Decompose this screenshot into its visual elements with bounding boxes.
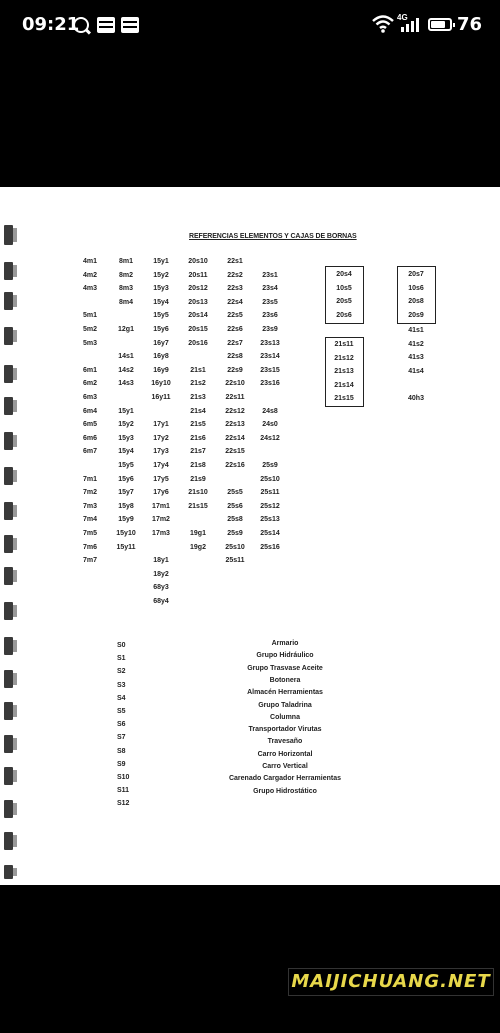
legend-code: S9 [117, 760, 126, 768]
document-page [0, 187, 500, 885]
reference-code: 25s9 [227, 530, 243, 537]
reference-code: 22s11 [225, 394, 245, 401]
reference-code: 41s2 [408, 340, 424, 348]
legend-description: Carro Horizontal [257, 750, 313, 758]
box-group-b-code: 21s12 [334, 354, 354, 362]
reference-code: 41s3 [408, 354, 424, 362]
box-group-b-code: 21s14 [334, 381, 354, 389]
legend-description: Grupo Trasvase Aceite [247, 664, 323, 672]
box-group-b-code: 21s13 [334, 368, 354, 376]
reference-code: 15y4 [118, 448, 134, 456]
reference-code: 25s10 [260, 475, 280, 483]
legend-description: Carro Vertical [262, 763, 308, 770]
reference-code: 8m1 [118, 258, 134, 265]
reference-code: 25s14 [260, 530, 280, 537]
reference-code: 12g1 [118, 326, 134, 333]
reference-code: 22s6 [227, 326, 243, 333]
reference-code: 25s11 [260, 489, 280, 497]
reference-code: 20s10 [188, 258, 208, 265]
reference-code: 15y2 [153, 271, 169, 279]
reference-code: 6m4 [82, 407, 98, 415]
reference-code: 20s12 [188, 285, 208, 293]
reference-code: 15y5 [118, 462, 134, 469]
reference-code: 14s1 [118, 353, 134, 361]
reference-code: 17y5 [153, 475, 169, 483]
search-notification-icon [73, 17, 89, 33]
reference-code: 24s8 [262, 407, 278, 415]
box-group-c-code: 10s6 [408, 284, 424, 292]
reference-code: 6m6 [82, 434, 98, 442]
reference-code: 4m1 [82, 258, 98, 265]
legend-description: Armario [271, 640, 299, 647]
legend-description: Columna [270, 713, 300, 721]
reference-code: 6m5 [82, 421, 98, 429]
legend-code: S5 [117, 708, 126, 715]
reference-code: 6m2 [82, 380, 98, 388]
reference-code: 22s5 [227, 312, 243, 320]
reference-code: 8m2 [118, 271, 134, 279]
reference-code: 25s6 [227, 502, 243, 510]
legend-code: S3 [117, 681, 126, 689]
reference-code: 4m2 [82, 271, 98, 279]
legend-code: S12 [117, 800, 130, 808]
legend-code: S7 [117, 734, 126, 742]
legend-description: Transportador Virutas [248, 726, 322, 734]
binder-ring [4, 535, 13, 553]
legend-code: S8 [117, 747, 126, 755]
reference-code: 4m3 [82, 285, 98, 293]
reference-code: 5m2 [82, 326, 98, 333]
reference-code: 6m3 [82, 394, 98, 401]
box-group-a-code: 10s5 [336, 284, 352, 292]
reference-code: 22s2 [227, 271, 243, 279]
box-group-a-code: 20s6 [336, 311, 352, 319]
reference-code: 24s12 [260, 434, 280, 442]
reference-code: 17m3 [152, 530, 170, 537]
reference-code: 17m1 [152, 502, 170, 510]
reference-code: 21s3 [190, 394, 206, 401]
reference-code: 17y2 [153, 434, 169, 442]
reference-code: 7m4 [82, 516, 98, 524]
reference-code: 17m2 [152, 516, 170, 524]
reference-code: 20s14 [188, 312, 208, 320]
reference-code: 7m1 [82, 475, 98, 483]
reference-code: 15y3 [118, 434, 134, 442]
box-group-a-code: 20s5 [336, 298, 352, 306]
reference-code: 19g2 [190, 543, 206, 551]
legend-description: Grupo Hidrostático [253, 787, 317, 795]
reference-code: 15y6 [153, 326, 169, 333]
watermark [288, 968, 494, 996]
reference-code: 22s4 [227, 298, 243, 306]
reference-code: 22s7 [227, 339, 243, 347]
legend-code: S0 [117, 642, 126, 649]
battery-level: 76 [457, 14, 483, 35]
reference-code: 7m2 [82, 489, 98, 497]
reference-code: 22s9 [227, 366, 243, 374]
reference-code: 19g1 [190, 530, 206, 537]
reference-code: 15y5 [153, 312, 169, 320]
binder-ring [4, 602, 13, 620]
box-group-c-code: 20s9 [408, 311, 424, 319]
reference-code: 15y1 [118, 407, 134, 415]
reference-code: 25s10 [225, 543, 245, 551]
reference-code: 15y9 [118, 516, 134, 524]
legend-code: S4 [117, 694, 126, 702]
reference-code: 16y8 [153, 353, 169, 361]
reference-code: 25s5 [227, 489, 243, 497]
reference-code: 25s11 [225, 557, 245, 565]
reference-code: 21s1 [190, 366, 206, 374]
reference-code: 25s16 [260, 543, 280, 551]
box-group-a [325, 266, 364, 324]
clock: 09:21 [22, 14, 80, 35]
binder-ring [4, 767, 13, 785]
reference-code: 7m6 [82, 543, 98, 551]
reference-code: 22s8 [227, 353, 243, 361]
reference-code: 23s9 [262, 326, 278, 333]
reference-code: 17y1 [153, 421, 169, 429]
binder-ring [4, 637, 13, 655]
legend-code: S11 [117, 787, 130, 795]
reference-code: 6m7 [82, 448, 98, 456]
app-notification-icon-2 [121, 17, 139, 33]
reference-code: 8m3 [118, 285, 134, 293]
status-bar [0, 0, 500, 50]
reference-code: 16y7 [153, 339, 169, 347]
reference-code: 17y6 [153, 489, 169, 497]
reference-code: 15y7 [118, 489, 134, 497]
binder-ring [4, 832, 13, 850]
legend-description: Carenado Cargador Herramientas [228, 775, 342, 783]
reference-code: 24s0 [262, 421, 278, 429]
reference-code: 21s6 [190, 434, 206, 442]
reference-code: 21s15 [188, 502, 208, 510]
reference-code: 21s7 [190, 448, 206, 456]
reference-code: 22s12 [225, 407, 245, 415]
legend-description: Grupo Hidráulico [256, 652, 314, 660]
legend-code: S2 [117, 668, 126, 676]
binder-ring [4, 702, 13, 720]
binder-ring [4, 735, 13, 753]
reference-code: 5m1 [82, 312, 98, 320]
reference-code: 21s5 [190, 421, 206, 429]
reference-code: 21s4 [190, 407, 206, 415]
binder-ring [4, 327, 13, 345]
reference-code: 8m4 [118, 298, 134, 306]
reference-code: 23s16 [260, 380, 280, 388]
binder-ring [4, 800, 13, 818]
reference-code: 15y6 [118, 475, 134, 483]
reference-code: 15y8 [118, 502, 134, 510]
reference-code: 23s13 [260, 339, 280, 347]
reference-code: 17y4 [153, 462, 169, 469]
reference-code: 22s1 [227, 258, 243, 265]
reference-code: 41s1 [408, 327, 424, 334]
reference-code: 40h3 [408, 395, 424, 402]
wifi-icon [372, 15, 394, 33]
binder-ring [4, 502, 13, 520]
binder-ring [4, 567, 13, 585]
reference-code: 22s15 [225, 448, 245, 456]
box-group-c-code: 20s8 [408, 298, 424, 306]
reference-code: 15y2 [118, 421, 134, 429]
reference-code: 18y2 [153, 570, 169, 578]
reference-code: 20s15 [188, 326, 208, 333]
app-notification-icon [97, 17, 115, 33]
binder-ring [4, 292, 13, 310]
reference-code: 7m3 [82, 502, 98, 510]
reference-code: 16y10 [151, 380, 171, 388]
reference-code: 22s3 [227, 285, 243, 293]
reference-code: 23s1 [262, 271, 278, 279]
reference-code: 22s10 [225, 380, 245, 388]
reference-code: 25s9 [262, 462, 278, 469]
reference-code: 7m5 [82, 530, 98, 537]
legend-description: Grupo Taladrina [258, 701, 312, 709]
reference-code: 15y3 [153, 285, 169, 293]
legend-description: Travesaño [267, 738, 303, 746]
reference-code: 15y11 [116, 543, 136, 551]
box-group-a-code: 20s4 [336, 271, 352, 278]
network-type: 4G [397, 13, 408, 22]
reference-code: 14s3 [118, 380, 134, 388]
reference-code: 25s8 [227, 516, 243, 524]
battery-icon [428, 18, 452, 31]
reference-code: 14s2 [118, 366, 134, 374]
box-group-c [397, 266, 436, 324]
binder-ring [4, 432, 13, 450]
signal-icon [399, 18, 421, 32]
reference-code: 7m7 [82, 557, 98, 565]
legend-description: Almacén Herramientas [247, 689, 323, 697]
reference-code: 15y1 [153, 258, 169, 265]
legend-code: S10 [117, 774, 130, 781]
reference-code: 16y9 [153, 366, 169, 374]
reference-code: 23s14 [260, 353, 280, 361]
box-group-b [325, 337, 364, 407]
reference-code: 21s10 [188, 489, 208, 497]
reference-code: 20s13 [188, 298, 208, 306]
reference-code: 68y4 [153, 598, 169, 605]
reference-code: 20s16 [188, 339, 208, 347]
reference-code: 21s8 [190, 462, 206, 469]
legend-description: Botonera [269, 676, 301, 684]
reference-code: 21s2 [190, 380, 206, 388]
reference-code: 22s13 [225, 421, 245, 429]
reference-code: 15y10 [116, 530, 136, 537]
reference-code: 6m1 [82, 366, 98, 374]
reference-code: 25s12 [260, 502, 280, 510]
reference-code: 41s4 [408, 367, 424, 375]
reference-code: 23s4 [262, 285, 278, 293]
reference-code: 16y11 [151, 394, 171, 401]
box-group-b-code: 21s15 [334, 395, 354, 403]
binder-ring [4, 670, 13, 688]
reference-code: 21s9 [190, 475, 206, 483]
binder-ring [4, 365, 13, 383]
box-group-c-code: 20s7 [408, 271, 424, 278]
binder-ring [4, 262, 13, 280]
reference-code: 23s5 [262, 298, 278, 306]
legend-code: S6 [117, 721, 126, 729]
binder-ring [4, 397, 13, 415]
reference-code: 25s13 [260, 516, 280, 524]
reference-code: 20s11 [188, 271, 208, 279]
binder-ring [4, 865, 13, 879]
reference-code: 5m3 [82, 339, 98, 347]
document-title: REFERENCIAS ELEMENTOS Y CAJAS DE BORNAS [189, 233, 357, 240]
reference-code: 15y4 [153, 298, 169, 306]
watermark-text: MAIJICHUANG.NET [291, 971, 491, 992]
box-group-b-code: 21s11 [334, 341, 354, 348]
reference-code: 68y3 [153, 584, 169, 592]
reference-code: 17y3 [153, 448, 169, 456]
reference-code: 23s6 [262, 312, 278, 320]
reference-code: 23s15 [260, 366, 280, 374]
binder-ring [4, 467, 13, 485]
reference-code: 22s16 [225, 462, 245, 469]
binder-ring [4, 225, 13, 245]
reference-code: 22s14 [225, 434, 245, 442]
reference-code: 18y1 [153, 557, 169, 565]
legend-code: S1 [117, 655, 126, 663]
